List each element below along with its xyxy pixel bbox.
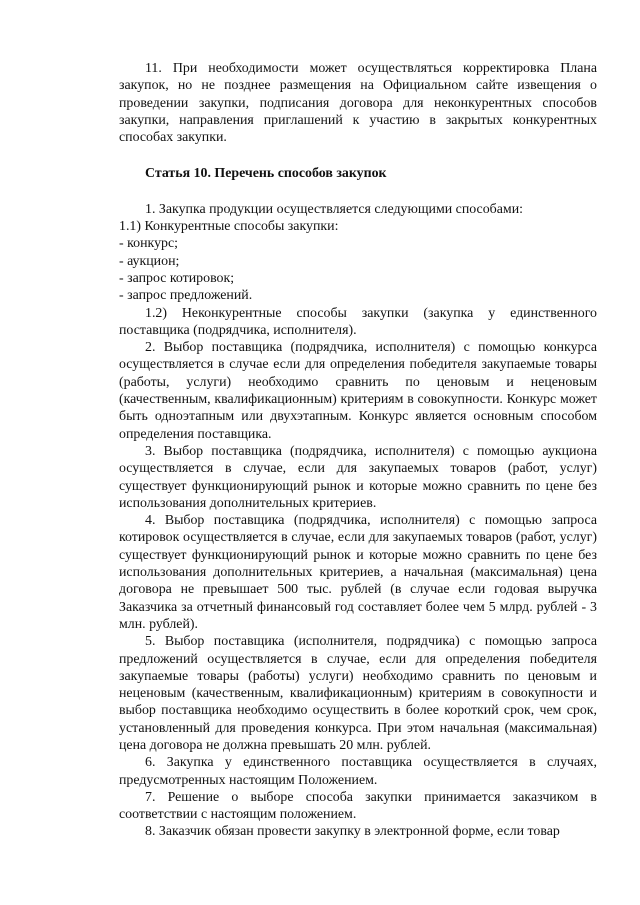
paragraph-8: 8. Заказчик обязан провести закупку в электронной форме, если товар <box>145 824 560 840</box>
list-item-contest: - конкурс; <box>119 236 178 252</box>
list-item-proposal-request: - запрос предложений. <box>119 288 253 304</box>
paragraph-2: 2. Выбор поставщика (подрядчика, исполнителя) с помощью конкурса осуществляется в случае если для определения победителя закупаемые товары (работы, услуги) необходимо сравнить по ценовым и неценовым (качественным, квалификационным) критериям в совокупности. Конкурс может быть одноэтапным или двухэтапным. Конкурс является основным способом определения поставщика. <box>119 340 597 442</box>
paragraph-7: 7. Решение о выборе способа закупки принимается заказчиком в соответствии с настоящим положением. <box>119 789 597 823</box>
list-item-auction: - аукцион; <box>119 253 180 269</box>
paragraph-1-2: 1.2) Неконкурентные способы закупки (закупка у единственного поставщика (подрядчика, исполнителя). <box>119 305 597 338</box>
page-content <box>119 60 597 841</box>
list-item-quotation-request: - запрос котировок; <box>119 270 235 286</box>
paragraph-5: 5. Выбор поставщика (исполнителя, подрядчика) с помощью запроса предложений осуществляется в случае, если для определения победителя закупаемые товары (работы) услуги) необходимо сравнить по ценовым и неценовым (качественным, квалификационным) критериям в совокупности и выбор поставщика необходимо осуществить в более короткий срок, чем срок, установленный для проведения конкурса. При этом начальная (максимальная) цена договора не должна превышать 20 млн. рублей. <box>119 634 597 753</box>
article-title: Статья 10. Перечень способов закупок <box>145 166 387 182</box>
paragraph-6: 6. Закупка у единственного поставщика осуществляется в случаях, предусмотренных настоящим Положением. <box>119 755 597 788</box>
paragraph-1-1: 1.1) Конкурентные способы закупки: <box>119 219 339 235</box>
paragraph-1: 1. Закупка продукции осуществляется следующими способами: <box>145 201 523 217</box>
paragraph-4: 4. Выбор поставщика (подрядчика, исполнителя) с помощью запроса котировок осуществляется в случае, если для закупаемых товаров (работ, услуг) существует функционирующий рынок и которые можно сравнить по цене без использования дополнительных критериев, а начальная (максимальная) цена договора не превышает 500 тыс. рублей (в случае если годовая выручка Заказчика за отчетный финансовый год составляет более чем 5 млрд. рублей - 3 млн. рублей). <box>119 513 597 632</box>
paragraph-11: 11. При необходимости может осуществляться корректировка Плана закупок, но не позднее размещения на Официальном сайте извещения о проведении закупки, подписания договора для неконкурентных способов закупки, направления приглашений к участию в закрытых конкурентных способах закупки. <box>119 61 597 146</box>
paragraph-3: 3. Выбор поставщика (подрядчика, исполнителя) с помощью аукциона осуществляется в случае, если для закупаемых товаров (работ, услуг) существует функционирующий рынок и которые можно сравнить по цене без использования дополнительных критериев. <box>119 443 597 511</box>
